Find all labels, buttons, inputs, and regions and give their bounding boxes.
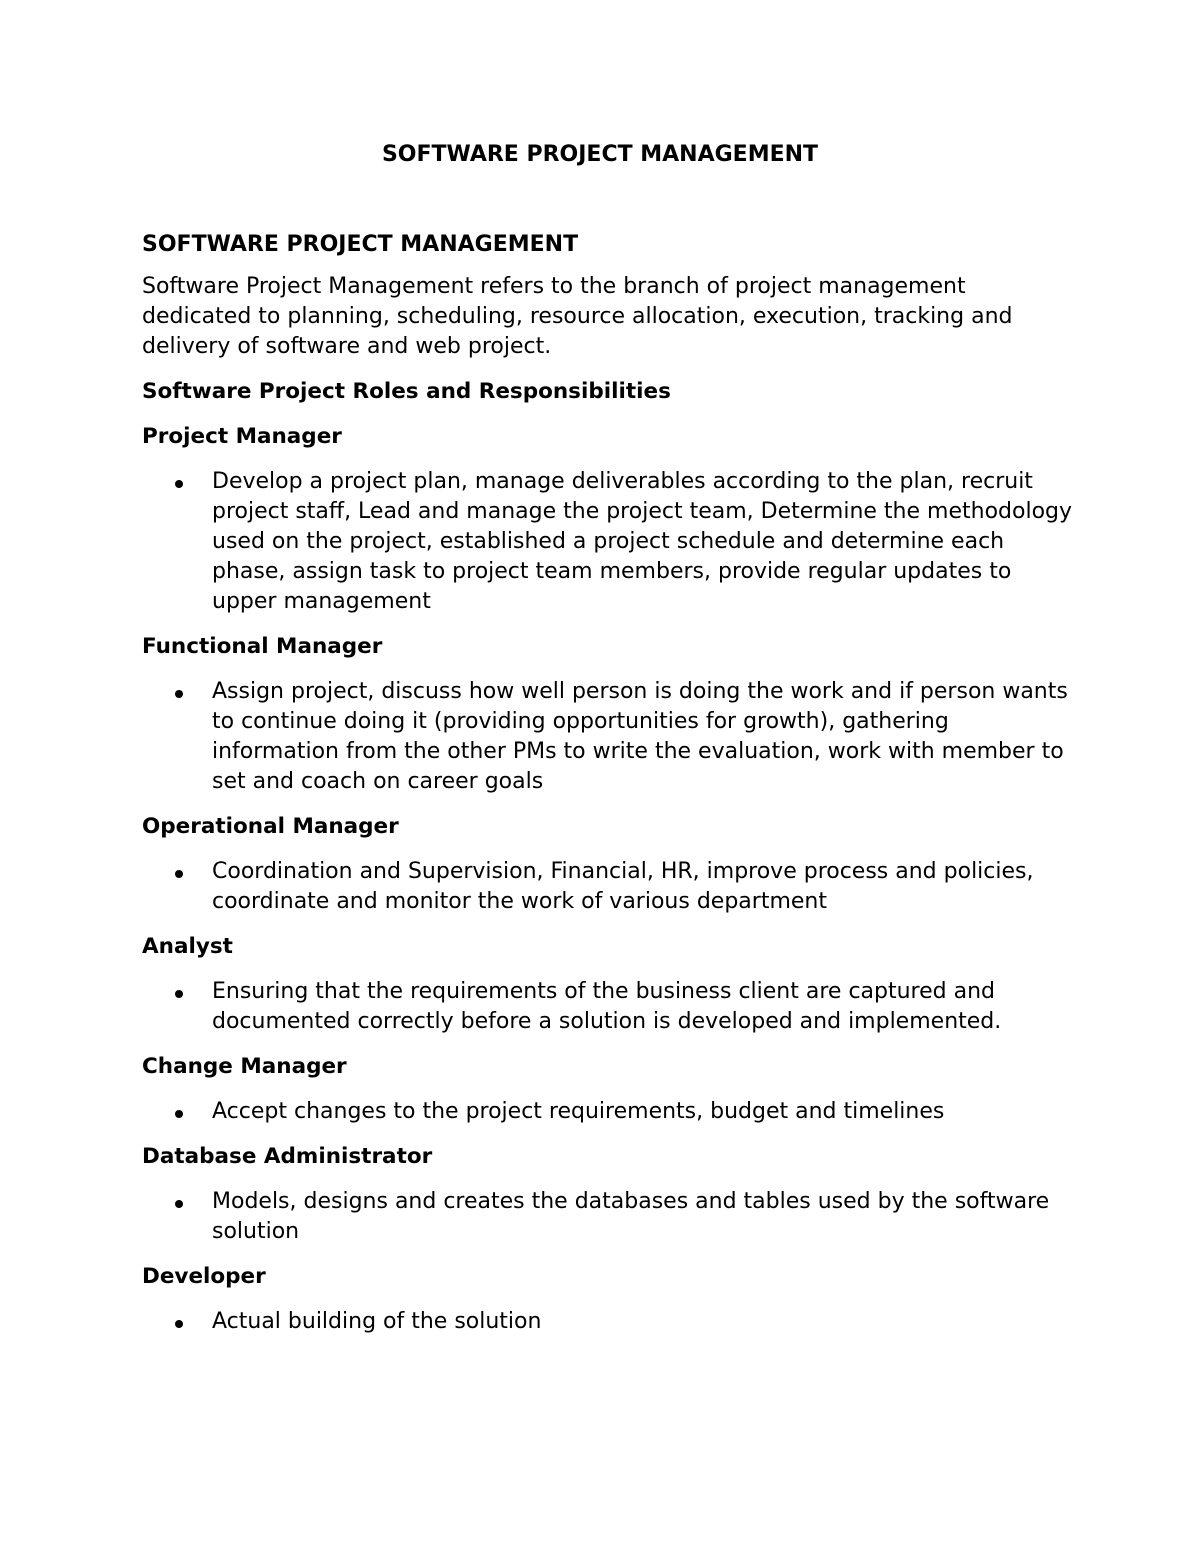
intro-paragraph: Software Project Management refers to the branch of project management dedicated to planning, scheduling, resource allocation, execution, tracking and delivery of software and web project. (142, 274, 1013, 359)
bullet-icon (175, 690, 183, 698)
list-item (142, 1187, 1072, 1247)
bullet-list (142, 1307, 1072, 1337)
role-title: Project Manager (142, 424, 342, 449)
role-operational-manager (142, 812, 1072, 917)
bullet-text: Ensuring that the requirements of the business client are captured and documented correctly before a solution is developed and implemented. (212, 979, 1002, 1034)
bullet-text: Accept changes to the project requirements, budget and timelines (212, 1099, 945, 1124)
list-item (142, 977, 1072, 1037)
role-database-administrator (142, 1142, 1072, 1247)
document-body (142, 230, 1072, 1352)
role-change-manager (142, 1052, 1072, 1127)
role-title: Change Manager (142, 1054, 347, 1079)
bullet-icon (175, 480, 183, 488)
bullet-text: Develop a project plan, manage deliverables according to the plan, recruit project staff, Lead and manage the project team, Determine the methodology used on the project, established a project schedule and determine each phase, assign task to project team members, provide regular updates to upper management (212, 469, 1073, 614)
role-analyst (142, 932, 1072, 1037)
role-title: Database Administrator (142, 1144, 433, 1169)
list-item (142, 857, 1072, 917)
bullet-icon (175, 1110, 183, 1118)
bullet-list (142, 977, 1072, 1037)
list-item (142, 1307, 1072, 1337)
bullet-list (142, 467, 1072, 617)
section-heading: SOFTWARE PROJECT MANAGEMENT (142, 232, 579, 257)
roles-heading: Software Project Roles and Responsibilities (142, 379, 671, 404)
bullet-text: Actual building of the solution (212, 1309, 542, 1334)
bullet-list (142, 677, 1072, 797)
role-title: Analyst (142, 934, 233, 959)
bullet-list (142, 1097, 1072, 1127)
page-title: SOFTWARE PROJECT MANAGEMENT (381, 142, 819, 167)
bullet-icon (175, 870, 183, 878)
bullet-icon (175, 990, 183, 998)
bullet-icon (175, 1200, 183, 1208)
role-title: Functional Manager (142, 634, 383, 659)
bullet-text: Coordination and Supervision, Financial, HR, improve process and policies, coordinate and monitor the work of various department (212, 859, 1034, 914)
bullet-list (142, 857, 1072, 917)
bullet-text: Models, designs and creates the databases and tables used by the software solution (212, 1189, 1050, 1244)
list-item (142, 467, 1072, 617)
role-project-manager (142, 422, 1072, 617)
role-functional-manager (142, 632, 1072, 797)
role-title: Operational Manager (142, 814, 399, 839)
role-developer (142, 1262, 1072, 1337)
list-item (142, 1097, 1072, 1127)
bullet-icon (175, 1320, 183, 1328)
role-title: Developer (142, 1264, 266, 1289)
list-item (142, 677, 1072, 797)
bullet-list (142, 1187, 1072, 1247)
bullet-text: Assign project, discuss how well person is doing the work and if person wants to continue doing it (providing opportunities for growth), gathering information from the other PMs to write the evaluation, work with member to set and coach on career goals (212, 679, 1068, 794)
